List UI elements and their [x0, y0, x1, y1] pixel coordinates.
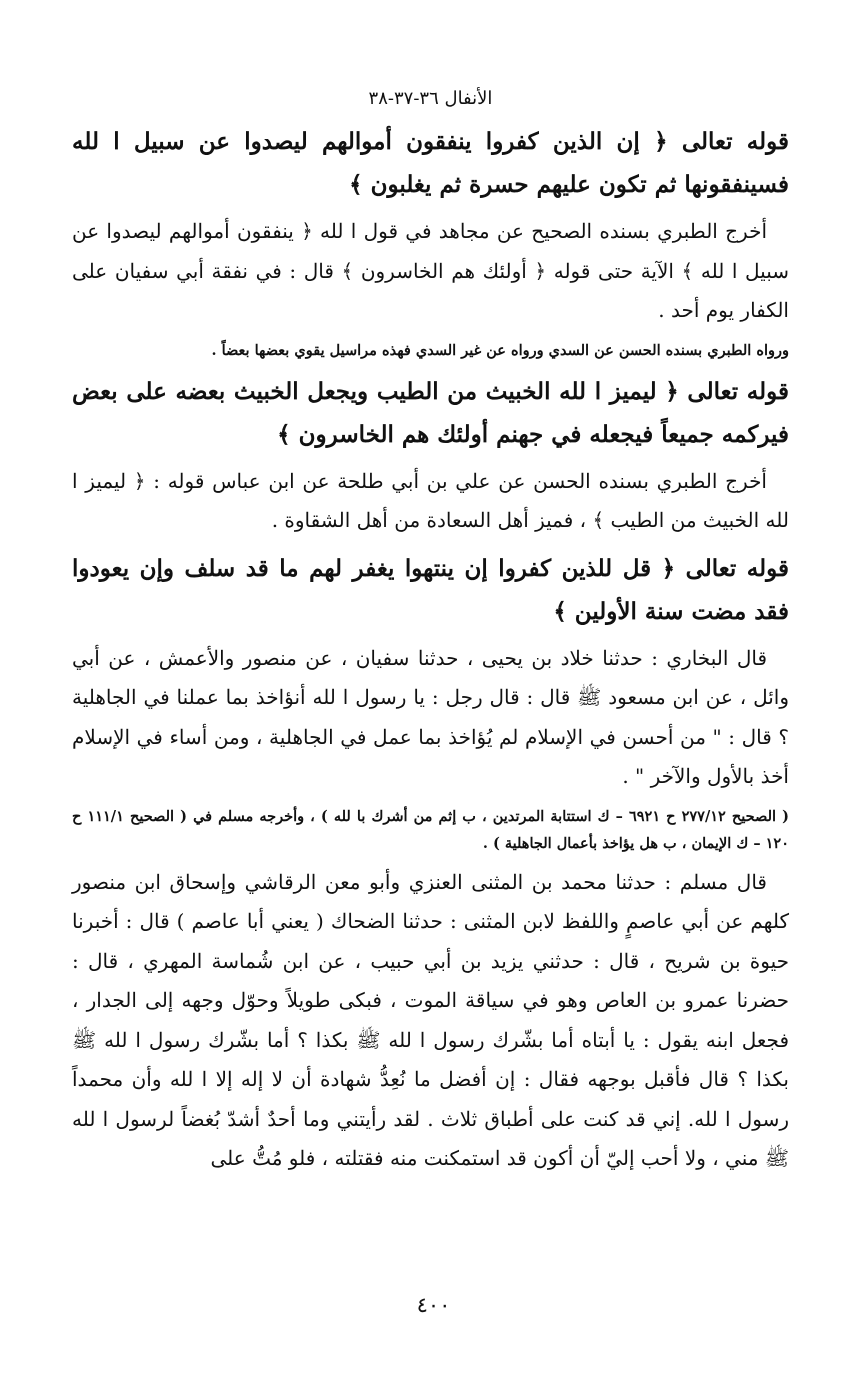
page-number: ٤٠٠ — [416, 1293, 451, 1317]
verse-heading-38: قوله تعالى ﴿ قل للذين كفروا إن ينتهوا يغفر لهم ما قد سلف وإن يعودوا فقد مضت سنة الأولين ﴾ — [72, 554, 789, 625]
source-note: ورواه الطبري بسنده الحسن عن السدي ورواه عن غير السدي فهذه مراسيل يقوي بعضها بعضاً . — [211, 341, 789, 359]
hadith-paragraph: قال مسلم : حدثنا محمد بن المثنى العنزي وأبو معن الرقاشي وإسحاق ابن منصور كلهم عن أبي عاصمٍ واللفظ لابن المثنى : حدثنا الضحاك ( يعني أبا عاصم ) قال : أخبرنا حيوة بن شريح ، قال : حدثني يزيد بن أبي حبيب ، عن ابن شُماسة المهري ، قال : حضرنا عمرو بن العاص وهو في سياقة الموت ، فبكى طويلاً وحوّل وجهه إلى الجدار ، فجعل ابنه يقول : يا أبتاه أما بشّرك رسول ا لله ﷺ بكذا ؟ أما بشّرك رسول ا لله ﷺ بكذا ؟ قال فأقبل بوجهه فقال : إن أفضل ما نُعِدُّ شهادة أن لا إله إلا ا لله وأن محمداً رسول ا لله. إني قد كنت على أطباق ثلاث . لقد رأيتني وما أحدٌ أشدّ بُغضاً لرسول ا لله ﷺ مني ، ولا أحب إليّ أن أكون قد استمكنت منه فقتلته ، فلو مُتُّ على — [72, 869, 789, 1170]
commentary-paragraph: أخرج الطبري بسنده الحسن عن علي بن أبي طلحة عن ابن عباس قوله : ﴿ ليميز ا لله الخبيث من الطيب ﴾ ، فميز أهل السعادة من أهل الشقاوة . — [72, 468, 789, 532]
hadith-paragraph: قال البخاري : حدثنا خلاد بن يحيى ، حدثنا سفيان ، عن منصور والأعمش ، عن أبي وائل ، عن ابن مسعود ﷺ قال : قال رجل : يا رسول ا لله أنؤاخذ بما عملنا في الجاهلية ؟ قال : " من أحسن في الإسلام لم يُؤاخذ بما عمل في الجاهلية ، ومن أساء في الإسلام أخذ بالأول والآخر " . — [72, 645, 789, 788]
running-header: الأنفال ٣٦-٣٧-٣٨ — [368, 88, 493, 109]
commentary-paragraph: أخرج الطبري بسنده الصحيح عن مجاهد في قول ا لله ﴿ ينفقون أموالهم ليصدوا عن سبيل ا لله ﴾ الآية حتى قوله ﴿ أولئك هم الخاسرون ﴾ قال : في نفقة أبي سفيان على الكفار يوم أحد . — [72, 219, 789, 322]
verse-heading-36: قوله تعالى ﴿ إن الذين كفروا ينفقون أموالهم ليصدوا عن سبيل ا لله فسينفقونها ثم تكون عليهم حسرة ثم يغلبون ﴾ — [72, 128, 789, 198]
verse-heading-37: قوله تعالى ﴿ ليميز ا لله الخبيث من الطيب ويجعل الخبيث بعضه على بعض فيركمه جميعاً فيجعله في جهنم أولئك هم الخاسرون ﴾ — [72, 377, 789, 448]
source-note: ( الصحيح ٢٧٧/١٢ ح ٦٩٢١ – ك استتابة المرتدين ، ب إثم من أشرك با لله ) ، وأخرجه مسلم في ( الصحيح ١١١/١ ح ١٢٠ – ك الإيمان ، ب هل يؤاخذ بأعمال الجاهلية ) . — [72, 807, 789, 852]
